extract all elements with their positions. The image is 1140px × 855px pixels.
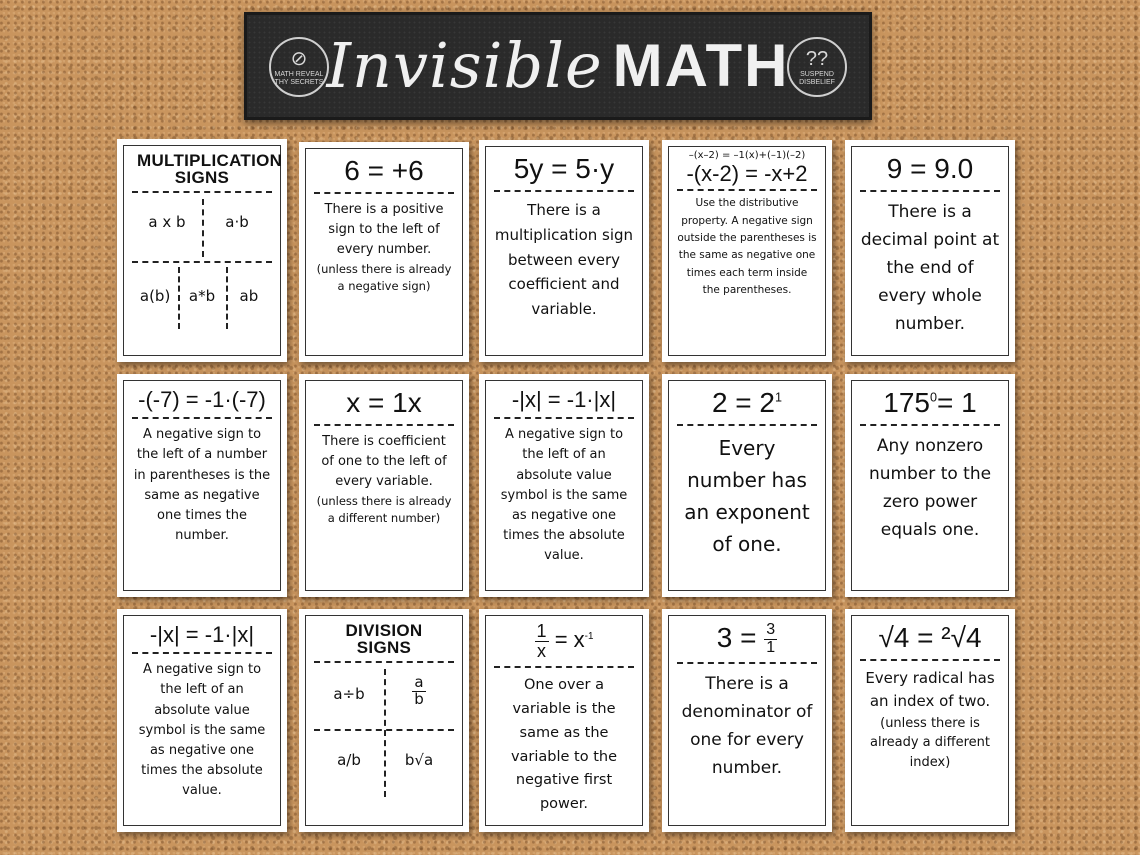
card-distributive [662, 140, 832, 362]
card-note: (unless there is already a different number) [316, 493, 452, 525]
card-body: There is a denominator of one for every number. [681, 673, 813, 779]
card-division-signs [299, 609, 469, 832]
card-body: A negative sign to the left of an absolute value symbol is the same as negative one times the absolute value. [500, 427, 628, 564]
card-title: MULTIPLICATION SIGNS [137, 151, 283, 187]
card-heading: $\frac{1}{x}$ = $x^{-1}$ [536, 621, 594, 661]
card-heading: $175^0= 1$ [883, 387, 977, 418]
card-body: Use the distributive property. A negative sign outside the parentheses is the same as negative one times each term inside the parentheses. [677, 197, 817, 296]
card-body: A negative sign to the left of an absolute value symbol is the same as negative one times the absolute value. [138, 662, 266, 799]
card-heading: 5y = 5·y [513, 153, 615, 184]
card-x-one-x [299, 374, 469, 597]
card-body: There is a decimal point at the end of every whole number. [860, 202, 1000, 335]
title-block: MATH [612, 31, 790, 99]
title-script: Invisible [326, 28, 603, 102]
sign-adotb: a·b [225, 213, 249, 231]
sign-slash: a/b [337, 751, 361, 769]
card-heading: $2 = 2^1$ [711, 387, 783, 418]
division-grid [314, 669, 454, 821]
sign-astar: a*b [188, 287, 216, 305]
card-body: A negative sign to the left of a number in parentheses is the same as negative one times the number. [133, 427, 271, 543]
card-body: Any nonzero number to the zero power equals one. [868, 436, 992, 541]
card-five-y [479, 140, 649, 362]
title-banner [244, 12, 872, 120]
card-heading: -|x| = -1·|x| [149, 622, 255, 647]
card-radical [845, 609, 1015, 832]
card-note: (unless there is already a negative sign) [316, 261, 452, 293]
eye-slash-icon: ⊘ [290, 47, 308, 70]
card-body: There is coefficient of one to the left of every variable. (unless there is already a different number) [314, 432, 454, 527]
card-neg-seven [117, 374, 287, 597]
card-heading: 3 = $\frac{3}{1}$ [716, 621, 776, 657]
badge-right-text: SUSPEND DISBELIEF [799, 70, 835, 86]
question-marks-icon: ?? [805, 47, 829, 70]
card-one-over-x [479, 609, 649, 832]
sign-ab: ab [239, 287, 259, 305]
card-multiplication-signs [117, 139, 287, 362]
card-heading: -(x-2) = -x+2 [686, 161, 808, 186]
card-body: Every radical has an index of two. (unless there is already a different index) [860, 667, 1000, 772]
card-heading: x = 1x [346, 387, 422, 418]
badge-left-text: MATH REVEAL THY SECRETS [274, 70, 324, 86]
card-body: One over a variable is the same as the variable to the negative first power. [510, 676, 618, 813]
card-abs-x-2 [117, 609, 287, 832]
sign-axb: a x b [148, 213, 186, 231]
card-heading: 6 = +6 [344, 155, 424, 186]
sign-divide: a÷b [333, 685, 365, 703]
card-note: (unless there is already a different index) [870, 715, 990, 770]
sign-long-division: b√a [404, 751, 434, 769]
sign-aparen: a(b) [139, 287, 171, 305]
multiplication-grid [132, 199, 272, 351]
card-nine [845, 140, 1015, 362]
card-heading: -(-7) = -1·(-7) [138, 387, 266, 412]
card-body: There is a multiplication sign between every coefficient and variable. [494, 201, 634, 319]
card-abs-x [479, 374, 649, 597]
card-zero-power [845, 374, 1015, 597]
card-three [662, 609, 832, 832]
card-six [299, 142, 469, 362]
card-subformula: –(x–2) = –1(x)+(–1)(–2) [688, 150, 806, 161]
card-title: DIVISION SIGNS [345, 621, 423, 657]
card-heading: -|x| = -1·|x| [511, 387, 617, 412]
sign-fraction: $\frac{a}{b}$ [414, 673, 424, 708]
suspend-disbelief-badge [787, 37, 847, 97]
card-heading: √4 = ²√4 [878, 622, 982, 653]
divider [132, 191, 272, 193]
banner-title [326, 25, 790, 105]
card-body: Every number has an exponent of one. [684, 436, 810, 557]
card-heading: 9 = 9.0 [886, 153, 974, 184]
card-body: There is a positive sign to the left of every number. (unless there is already a negative sign) [314, 200, 454, 295]
card-two-exp [662, 374, 832, 597]
reveal-secrets-badge [269, 37, 329, 97]
